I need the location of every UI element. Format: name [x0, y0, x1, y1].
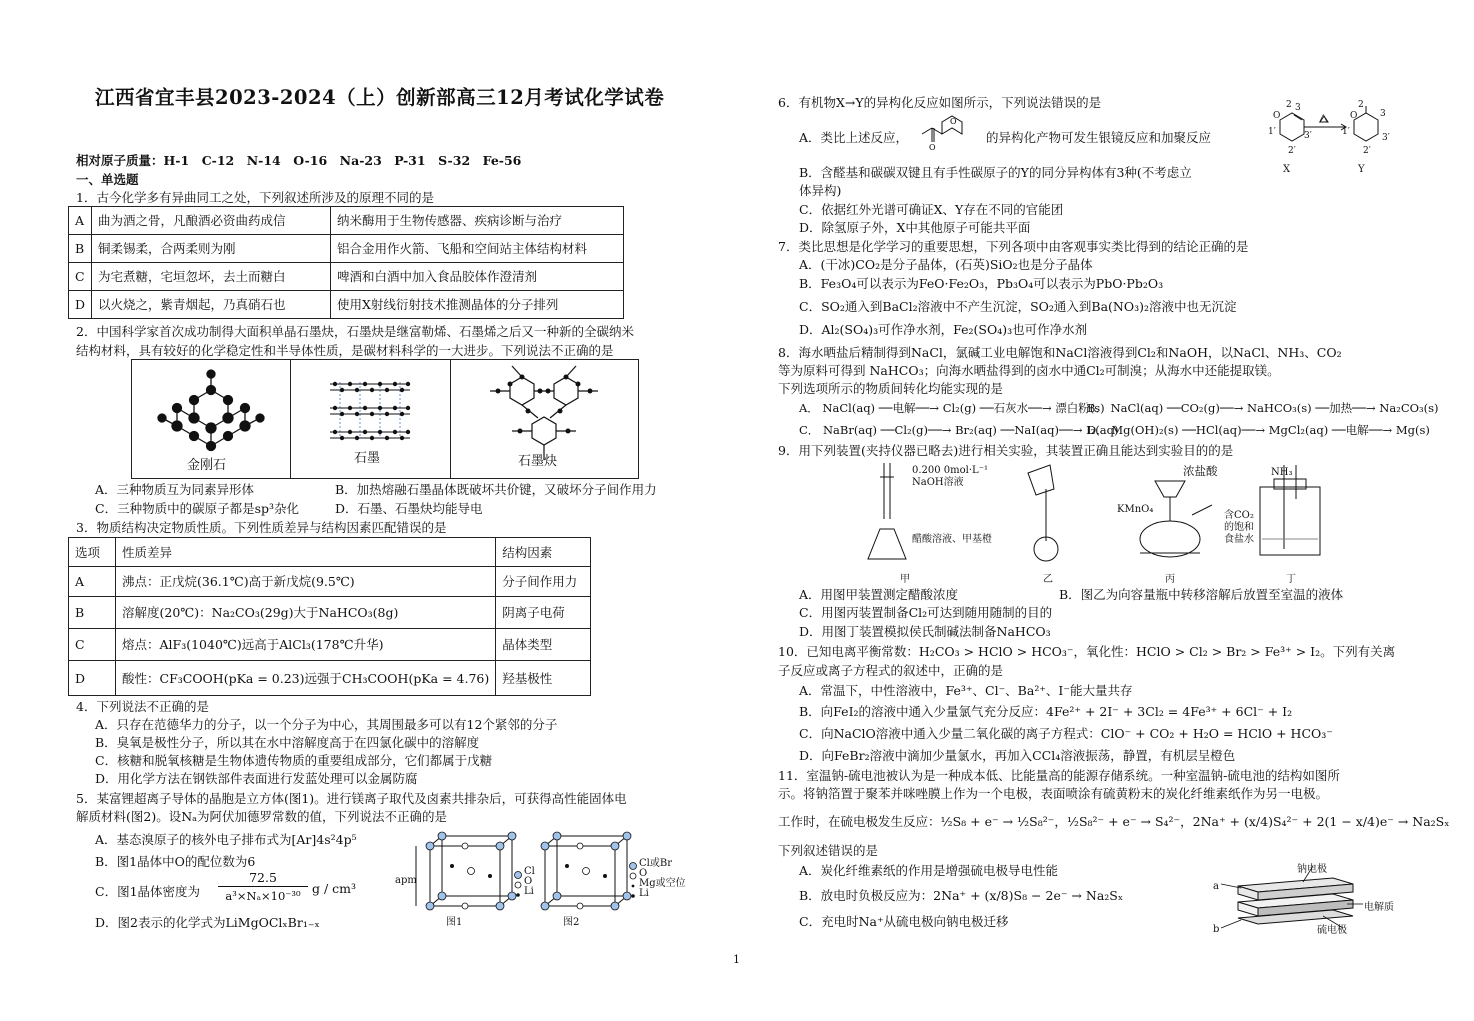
legend-li: Li — [524, 886, 534, 897]
q11-stem-4: 下列叙述错误的是 — [778, 843, 879, 858]
q2-option-a: A．三种物质互为同素异形体 — [95, 482, 255, 497]
q3-cell: D — [69, 661, 116, 696]
q1-cell: A — [69, 207, 92, 235]
q7-stem: 7．类比思想是化学学习的重要思想，下列各项中由客观事实类比得到的结论正确的是 — [778, 239, 1249, 254]
q3-header: 性质差异 — [116, 538, 496, 567]
q8-stem-2: 等为原料可得到 NaHCO₃；向海水晒盐得到的卤水中通Cl₂可制溴；从海水中还能提取镁。 — [778, 363, 1280, 378]
q6-option-c: C．依据红外光谱可确证X、Y存在不同的官能团 — [799, 202, 1064, 217]
q9-kmno4-label: KMnO₄ — [1117, 504, 1154, 515]
table-row — [69, 263, 624, 291]
na-electrode-label: 钠电极 — [1297, 864, 1327, 875]
q11-stem-3: 工作时，在硫电极发生反应：½S₈ + e⁻ → ½S₈²⁻，½S₈²⁻ + e⁻ → S₄²⁻，2Na⁺ + (x/4)S₄²⁻ + 2(1 − x/4)e⁻ → Na₂Sₓ — [778, 814, 1450, 829]
q10-stem-2: 子反应或离子方程式的叙述中，正确的是 — [778, 663, 1004, 678]
q6-option-b-2: 体异构) — [799, 183, 842, 198]
q1-cell: 曲为酒之骨，凡酿酒必资曲药成信 — [92, 207, 331, 235]
q11-option-b: B．放电时负极反应为：2Na⁺ + (x/8)S₈ − 2e⁻ → Na₂Sₓ — [799, 888, 1124, 903]
q4-option-d: D．用化学方法在钢铁部件表面进行发蓝处理可以金属防腐 — [95, 771, 418, 786]
q9-hcl-label: 浓盐酸 — [1183, 464, 1218, 478]
svg-text:1′: 1′ — [1268, 127, 1276, 137]
table-row — [69, 597, 591, 629]
q1-cell: 啤酒和白酒中加入食品胶体作澄清剂 — [331, 263, 624, 291]
q11-option-c: C．充电时Na⁺从硫电极向钠电极迁移 — [799, 914, 1009, 929]
page-number: 1 — [733, 953, 740, 966]
section-heading: 一、单选题 — [76, 172, 139, 187]
svg-text:O: O — [1350, 111, 1358, 121]
q7-option-d: D．Al₂(SO₄)₃可作净水剂，Fe₂(SO₄)₃也可作净水剂 — [799, 322, 1088, 337]
q5-density-unit: g / cm³ — [312, 881, 357, 896]
q8-option-a: A． NaCl(aq) ──电解──→ Cl₂(g) ──石灰水──→ 漂白粉(s) — [799, 401, 1105, 415]
q7-option-a: A．(干冰)CO₂是分子晶体，(石英)SiO₂也是分子晶体 — [799, 257, 1093, 272]
q9-nh3-label: NH₃ — [1271, 467, 1293, 478]
label-x: X — [1283, 164, 1291, 175]
q3-header: 选项 — [69, 538, 116, 567]
fig1-caption: 图1 — [446, 917, 463, 928]
label-y: Y — [1358, 164, 1365, 175]
q3-cell: 阴离子电荷 — [496, 597, 591, 629]
q10-stem-1: 10．已知电离平衡常数：H₂CO₃ > HClO > HCO₃⁻，氧化性：HClO > Cl₂ > Br₂ > Fe³⁺ > I₂。下列有关离 — [778, 644, 1396, 659]
q11-stem-2: 示。将钠箔置于聚苯并咪唑膜上作为一个电极，表面喷涂有硫黄粉末的炭化纤维素纸作为另一电极。 — [778, 786, 1329, 801]
svg-text:1′: 1′ — [1342, 127, 1350, 137]
q6-option-a-pre: A．类比上述反应， — [799, 130, 909, 145]
q5-option-c: C．图1晶体密度为 — [95, 884, 201, 899]
q8-option-c: C． NaBr(aq) ──Cl₂(g)──→ Br₂(aq) ──NaI(aq)──→ I₂(aq) — [799, 423, 1119, 437]
q4-option-c: C．核糖和脱氧核糖是生物体遗传物质的重要组成部分，它们都属于戊糖 — [95, 753, 493, 768]
q6-option-d: D．除氢原子外，X中其他原子可能共平面 — [799, 220, 1031, 235]
q11-stem-1: 11．室温钠-硫电池被认为是一种成本低、比能量高的能源存储系统。一种室温钠-硫电池的结构如图所 — [778, 768, 1340, 783]
q1-cell: 铝合金用作火箭、飞船和空间站主体结构材料 — [331, 235, 624, 263]
svg-text:O: O — [1273, 111, 1281, 121]
q9-co2-label — [1224, 510, 1254, 546]
terminal-a: a — [1213, 881, 1219, 892]
svg-text:2′: 2′ — [1363, 146, 1371, 156]
q1-table — [68, 206, 624, 319]
legend-o: O — [639, 868, 648, 879]
q1-cell: 使用X射线衍射技术推测晶体的分子排列 — [331, 291, 624, 319]
q5-option-a: A．基态溴原子的核外电子排布式为[Ar]4s²4p⁵ — [95, 832, 357, 847]
q3-cell: 溶解度(20℃)：Na₂CO₃(29g)大于NaHCO₃(8g) — [116, 597, 496, 629]
q3-table — [68, 537, 591, 696]
q1-stem: 1．古今化学多有异曲同工之处，下列叙述所涉及的原理不同的是 — [76, 190, 434, 205]
q3-cell: 羟基极性 — [496, 661, 591, 696]
fig-ding: 丁 — [1286, 574, 1296, 585]
legend-cl-br: Cl或Br — [639, 858, 672, 869]
q9-option-b: B．图乙为向容量瓶中转移溶解后放置至室温的液体 — [1059, 587, 1344, 602]
s-electrode-label: 硫电极 — [1317, 925, 1347, 936]
q4-stem: 4．下列说法不正确的是 — [76, 699, 209, 714]
q5-legend-2 — [639, 859, 686, 899]
co2-line-2: 的饱和 — [1224, 522, 1254, 533]
legend-cl: Cl — [524, 866, 535, 877]
carbon-figure — [131, 359, 639, 479]
q1-cell: 以火烧之，紫青烟起，乃真硝石也 — [92, 291, 331, 319]
graphyne-caption: 石墨炔 — [518, 454, 558, 469]
q10-option-a: A．常温下，中性溶液中，Fe³⁺、Cl⁻、Ba²⁺、I⁻能大量共存 — [799, 683, 1133, 698]
table-row — [69, 291, 624, 319]
svg-text:2: 2 — [1286, 100, 1292, 110]
q3-cell: 熔点：AlF₃(1040℃)远高于AlCl₃(178℃升华) — [116, 629, 496, 661]
q11-option-a: A．炭化纤维素纸的作用是增强硫电极导电性能 — [799, 863, 1059, 878]
svg-text:O: O — [950, 117, 957, 126]
page-title: 江西省宜丰县2023-2024（上）创新部高三12月考试化学试卷 — [95, 86, 665, 109]
q8-stem-3: 下列选项所示的物质间转化均能实现的是 — [778, 381, 1004, 396]
q2-stem-1: 2．中国科学家首次成功制得大面积单晶石墨炔，石墨炔是继富勒烯、石墨烯之后又一种新的全碳纳米 — [76, 324, 634, 339]
q4-option-b: B．臭氧是极性分子，所以其在水中溶解度高于在四氯化碳中的溶解度 — [95, 735, 480, 750]
q1-cell: D — [69, 291, 92, 319]
fig-bing: 丙 — [1165, 574, 1175, 585]
q2-option-c: C．三种物质中的碳原子都是sp³杂化 — [95, 501, 299, 516]
q10-option-b: B．向FeI₂的溶液中通入少量氯气充分反应：4Fe²⁺ + 2I⁻ + 3Cl₂ = 4Fe³⁺ + 6Cl⁻ + I₂ — [799, 704, 1293, 719]
q5-stem-2: 解质材料(图2)。设Nₐ为阿伏加德罗常数的值，下列说法不正确的是 — [76, 809, 447, 824]
q1-cell: 为宅煮糖，宅垣忽坏，去土而糖白 — [92, 263, 331, 291]
atomic-mass: 相对原子质量：H-1 C-12 N-14 O-16 Na-23 P-31 S-32 Fe-56 — [76, 153, 522, 168]
fig2-caption: 图2 — [563, 917, 580, 928]
q5-density-denominator: a³×Nₐ×10⁻³⁰ — [225, 889, 301, 903]
q8-option-b: B． NaCl(aq) ──CO₂(g)──→ NaHCO₃(s) ──加热──→ Na₂CO₃(s) — [1087, 401, 1439, 415]
q3-cell: 沸点：正戊烷(36.1℃)高于新戊烷(9.5℃) — [116, 567, 496, 597]
q1-cell: 铜柔锡柔，合两柔则为刚 — [92, 235, 331, 263]
table-row — [69, 207, 624, 235]
q8-stem-1: 8．海水晒盐后精制得到NaCl，氯碱工业电解饱和NaCl溶液得到Cl₂和NaOH，以NaCl、NH₃、CO₂ — [778, 345, 1342, 360]
q5-stem-1: 5．某富锂超离子导体的晶胞是立方体(图1)。进行镁离子取代及卤素共排杂后，可获得高性能固体电 — [76, 791, 627, 806]
q3-cell: C — [69, 629, 116, 661]
co2-line-1: 含CO₂ — [1224, 510, 1254, 521]
table-row — [69, 661, 591, 696]
naoh-solution: NaOH溶液 — [912, 477, 964, 488]
q1-cell: B — [69, 235, 92, 263]
q5-legend-1 — [524, 867, 535, 897]
q5-option-d: D．图2表示的化学式为LiMgOClₓBr₁₋ₓ — [95, 915, 320, 930]
table-row — [69, 629, 591, 661]
svg-text:3: 3 — [1295, 103, 1301, 113]
q2-stem-2: 结构材料，具有较好的化学稳定性和半导体性质，是碳材料科学的一大进步。下列说法不正确的是 — [76, 343, 614, 358]
svg-text:2′: 2′ — [1288, 146, 1296, 156]
legend-li: Li — [639, 888, 649, 899]
fig-yi: 乙 — [1043, 574, 1053, 585]
table-row — [69, 567, 591, 597]
diamond-caption: 金刚石 — [187, 458, 227, 473]
q3-cell: B — [69, 597, 116, 629]
q3-cell: 酸性：CF₃COOH(pKa = 0.23)远强于CH₃COOH(pKa = 4.76) — [116, 661, 496, 696]
q1-cell: C — [69, 263, 92, 291]
q3-cell: 分子间作用力 — [496, 567, 591, 597]
x-to-y-reaction-icon — [1262, 98, 1402, 168]
q9-option-c: C．用图丙装置制备Cl₂可达到随用随制的目的 — [799, 605, 1053, 620]
q5-apm-label: apm — [395, 875, 417, 886]
q8-option-d: D． Mg(OH)₂(s) ──HCl(aq)──→ MgCl₂(aq) ──电解──→ Mg(s) — [1087, 423, 1430, 437]
naoh-concentration: 0.200 0mol·L⁻¹ — [912, 465, 988, 476]
graphite-caption: 石墨 — [354, 451, 381, 466]
q9-option-a: A．用图甲装置测定醋酸浓度 — [799, 587, 959, 602]
delta-symbol: △ — [1319, 111, 1328, 124]
q4-option-a: A．只存在范德华力的分子，以一个分子为中心，其周围最多可以有12个紧邻的分子 — [95, 717, 558, 732]
terminal-b: b — [1213, 924, 1220, 935]
q3-header: 结构因素 — [496, 538, 591, 567]
q9-stem: 9．用下列装置(夹持仪器已略去)进行相关实验，其装置正确且能达到实验目的的是 — [778, 443, 1234, 458]
q1-cell: 纳米酶用于生物传感器、疾病诊断与治疗 — [331, 207, 624, 235]
fig-jia: 甲 — [900, 574, 910, 585]
q3-cell: 晶体类型 — [496, 629, 591, 661]
pyran-ketone-icon — [920, 112, 980, 152]
electrolyte-label: 电解质 — [1364, 902, 1394, 913]
q10-option-d: D．向FeBr₂溶液中滴加少量氯水，再加入CCl₄溶液振荡，静置，有机层呈橙色 — [799, 748, 1236, 763]
svg-text:2: 2 — [1358, 100, 1364, 110]
svg-text:O: O — [929, 143, 936, 152]
svg-text:3′: 3′ — [1382, 133, 1390, 143]
q2-option-d: D．石墨、石墨炔均能导电 — [335, 501, 483, 516]
co2-line-3: 食盐水 — [1224, 534, 1254, 545]
q10-option-c: C．向NaClO溶液中通入少量二氧化碳的离子方程式：ClO⁻ + CO₂ + H₂O = HClO + HCO₃⁻ — [799, 726, 1333, 741]
q9-option-d: D．用图丁装置模拟侯氏制碱法制备NaHCO₃ — [799, 624, 1051, 639]
q7-option-c: C．SO₂通入到BaCl₂溶液中不产生沉淀，SO₂通入到Ba(NO₃)₂溶液中也无沉淀 — [799, 299, 1237, 314]
svg-text:3: 3 — [1380, 109, 1386, 119]
q5-option-b: B．图1晶体中O的配位数为6 — [95, 854, 256, 869]
q6-stem: 6．有机物X→Y的异构化反应如图所示，下列说法错误的是 — [778, 95, 1102, 110]
q9-naoh-label — [912, 465, 988, 489]
q2-option-b: B．加热熔融石墨晶体既破坏共价键，又破坏分子间作用力 — [335, 482, 657, 497]
svg-text:3′: 3′ — [1304, 131, 1312, 141]
q9-acid-label: 醋酸溶液、甲基橙 — [912, 534, 992, 545]
legend-mg: Mg或空位 — [639, 878, 686, 889]
legend-o: O — [524, 876, 533, 887]
q7-option-b: B．Fe₃O₄可以表示为FeO·Fe₂O₃，Pb₃O₄可以表示为PbO·Pb₂O₃ — [799, 276, 1164, 291]
battery-figure — [1213, 858, 1373, 938]
q5-density-numerator: 72.5 — [218, 870, 308, 887]
q6-option-b-1: B．含醛基和碳碳双键且有手性碳原子的Y的同分异构体有3种(不考虑立 — [799, 165, 1192, 180]
q6-option-a-post: 的异构化产物可发生银镜反应和加聚反应 — [986, 130, 1212, 145]
table-row — [69, 538, 591, 567]
q3-cell: A — [69, 567, 116, 597]
table-row — [69, 235, 624, 263]
q3-stem: 3．物质结构决定物质性质。下列性质差异与结构因素匹配错误的是 — [76, 520, 447, 535]
